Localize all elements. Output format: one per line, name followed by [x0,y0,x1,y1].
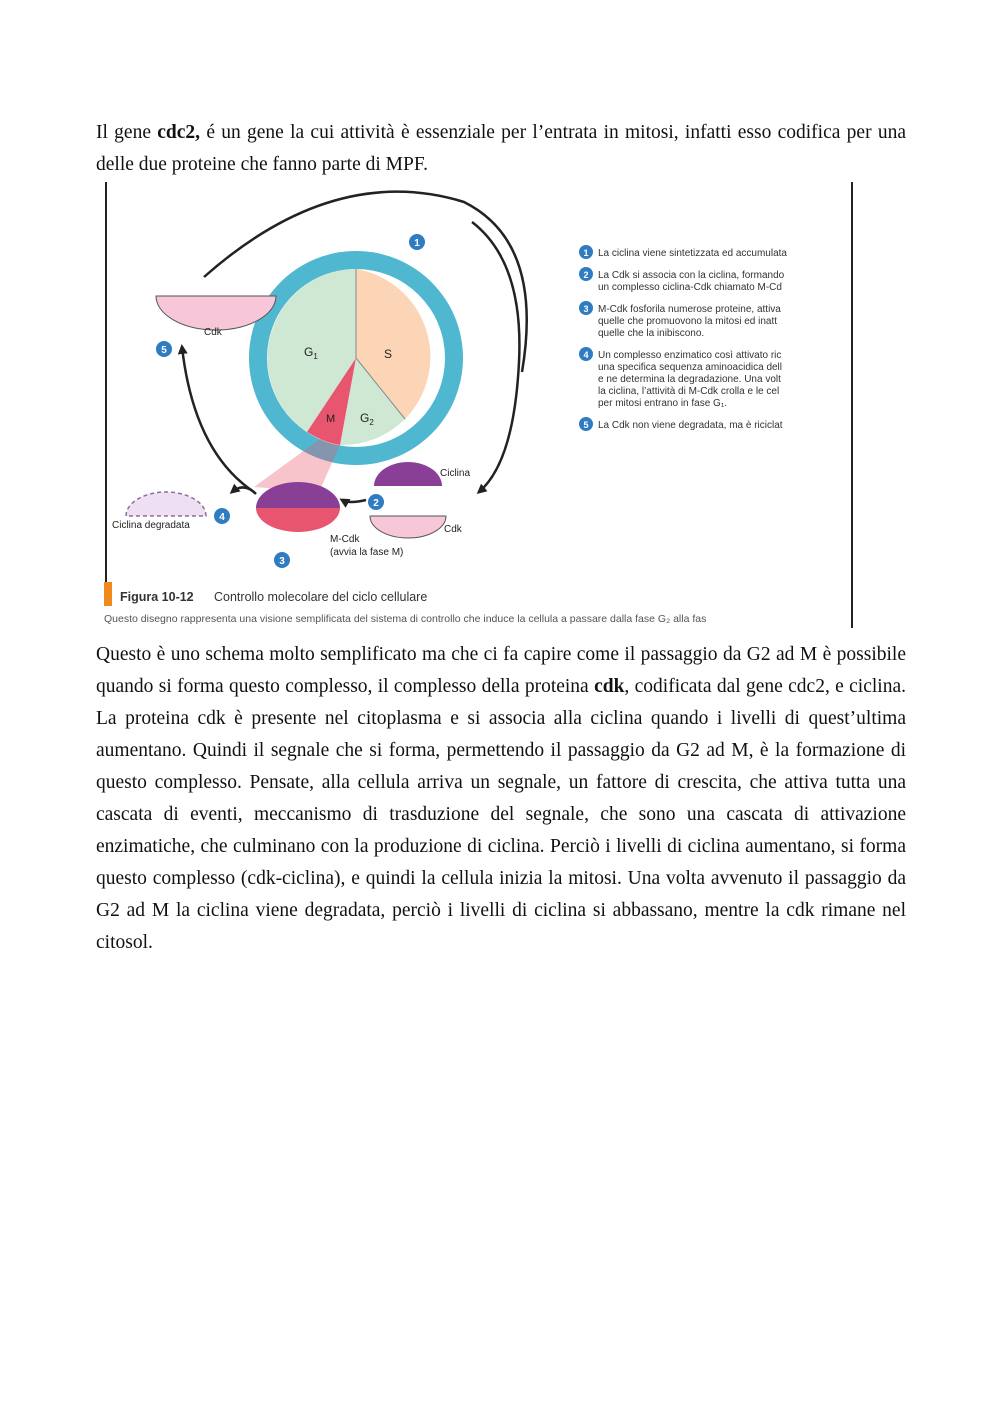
arrow-arc-synthesis [472,222,519,492]
badge-1 [409,234,425,250]
label-g2: $G_2$ [360,411,374,427]
arrow-arc-recycle [182,347,254,492]
ciclina-degradata-shape [126,492,206,516]
caption-text: Questo disegno rappresenta una visione semplificata del sistema di controllo che induce la cellula a passare dalla fase G₂ alla fas [104,613,707,625]
arrow-assemble [342,500,366,502]
cdk-bottom-shape [370,516,446,538]
legend-line: un complesso ciclina-Cdk chiamato M-Cd [598,282,782,293]
caption-title: Controllo molecolare del ciclo cellulare [214,590,428,604]
label-g1: $G_1$ [304,345,318,361]
label-mcdk-desc: (avvia la fase M) [330,547,404,558]
svg-text:1: 1 [414,238,420,249]
legend-number: 4 [583,350,589,360]
intro-text-start: Il gene [96,122,158,143]
caption-label: Figura 10-12 [120,590,194,604]
legend-line: La ciclina viene sintetizzata ed accumulata [598,248,787,259]
cell-cycle-figure [104,182,854,628]
legend-line: La Cdk si associa con la ciclina, formando [598,270,785,281]
intro-paragraph [96,117,906,181]
legend-line: Un complesso enzimatico così attivato ric [598,350,782,361]
svg-text:5: 5 [161,345,167,356]
explanation-text-start: Questo è uno schema molto semplificato ma che ci fa capire come il passaggio da G2 ad M è possibile quando si forma questo complesso, il complesso della proteina [96,644,906,697]
caption-marker [104,582,112,606]
legend-number: 3 [583,304,589,314]
badge-3 [274,552,290,568]
legend-line: una specifica sequenza aminoacidica dell [598,362,783,373]
explanation-text-end: , codificata dal gene cdc2, e ciclina. La proteina cdk è presente nel citoplasma e si associa alla ciclina quando i livelli di quest’ultima aumentano. Quindi il segnale che si forma, permettendo il passaggio da G2 ad M, è la formazione di questo complesso. Pensate, alla cellula arriva un segnale, un fattore di crescita, che attiva tutta una cascata di eventi, meccanismo di trasduzione del segnale, che sono una cascata di attivazione enzimatiche, che culminano con la produzione di ciclina. Perciò i livelli di ciclina aumentano, si forma questo complesso (cdk-ciclina), e quindi la cellula inizia la mitosi. Una volta avvenuto il passaggio da G2 ad M la ciclina viene degradata, perciò i livelli di ciclina si abbassano, mentre la cdk rimane nel citosol. [96,676,906,953]
legend-item [579,245,787,259]
legend-number: 1 [583,248,589,258]
legend-line: per mitosi entrano in fase G₁. [598,398,727,409]
explanation-paragraph [96,639,906,959]
svg-text:4: 4 [219,512,225,523]
legend-line: e ne determina la degradazione. Una volt [598,374,781,385]
protein-name-bold: cdk [594,676,625,697]
label-cdk-bottom: Cdk [444,524,462,535]
legend-item [579,301,781,339]
legend-item [579,347,782,409]
label-mcdk: M-Cdk [330,534,360,545]
ciclina-shape [374,462,442,486]
badge-4 [214,508,230,524]
label-ciclina: Ciclina [440,468,471,479]
legend-line: quelle che promuovono la mitosi ed inatt [598,316,777,327]
figure-legend [579,245,787,431]
legend-number: 2 [583,270,589,280]
label-ciclina-degradata: Ciclina degradata [112,520,190,531]
legend-item [579,267,785,293]
gene-name-bold: cdc2, [157,122,201,143]
legend-number: 5 [583,420,589,430]
svg-text:2: 2 [373,498,379,509]
legend-line: quelle che la inibiscono. [598,328,705,339]
mcdk-cdk-part [256,508,340,532]
svg-text:3: 3 [279,556,285,567]
label-m: M [326,413,336,425]
legend-item [579,417,783,431]
badge-5 [156,341,172,357]
legend-line: M-Cdk fosforila numerose proteine, attiva [598,304,781,315]
legend-line: La Cdk non viene degradata, ma è riciclat [598,420,783,431]
legend-line: la ciclina, l’attività di M-Cdk crolla e le cel [598,386,780,397]
label-s: S [384,347,393,361]
arrow-degrade [232,487,256,494]
label-cdk-top: Cdk [204,327,222,338]
badge-2 [368,494,384,510]
intro-text-end: é un gene la cui attività è essenziale per l’entrata in mitosi, infatti esso codifica per una delle due proteine che fanno parte di MPF. [96,122,906,175]
